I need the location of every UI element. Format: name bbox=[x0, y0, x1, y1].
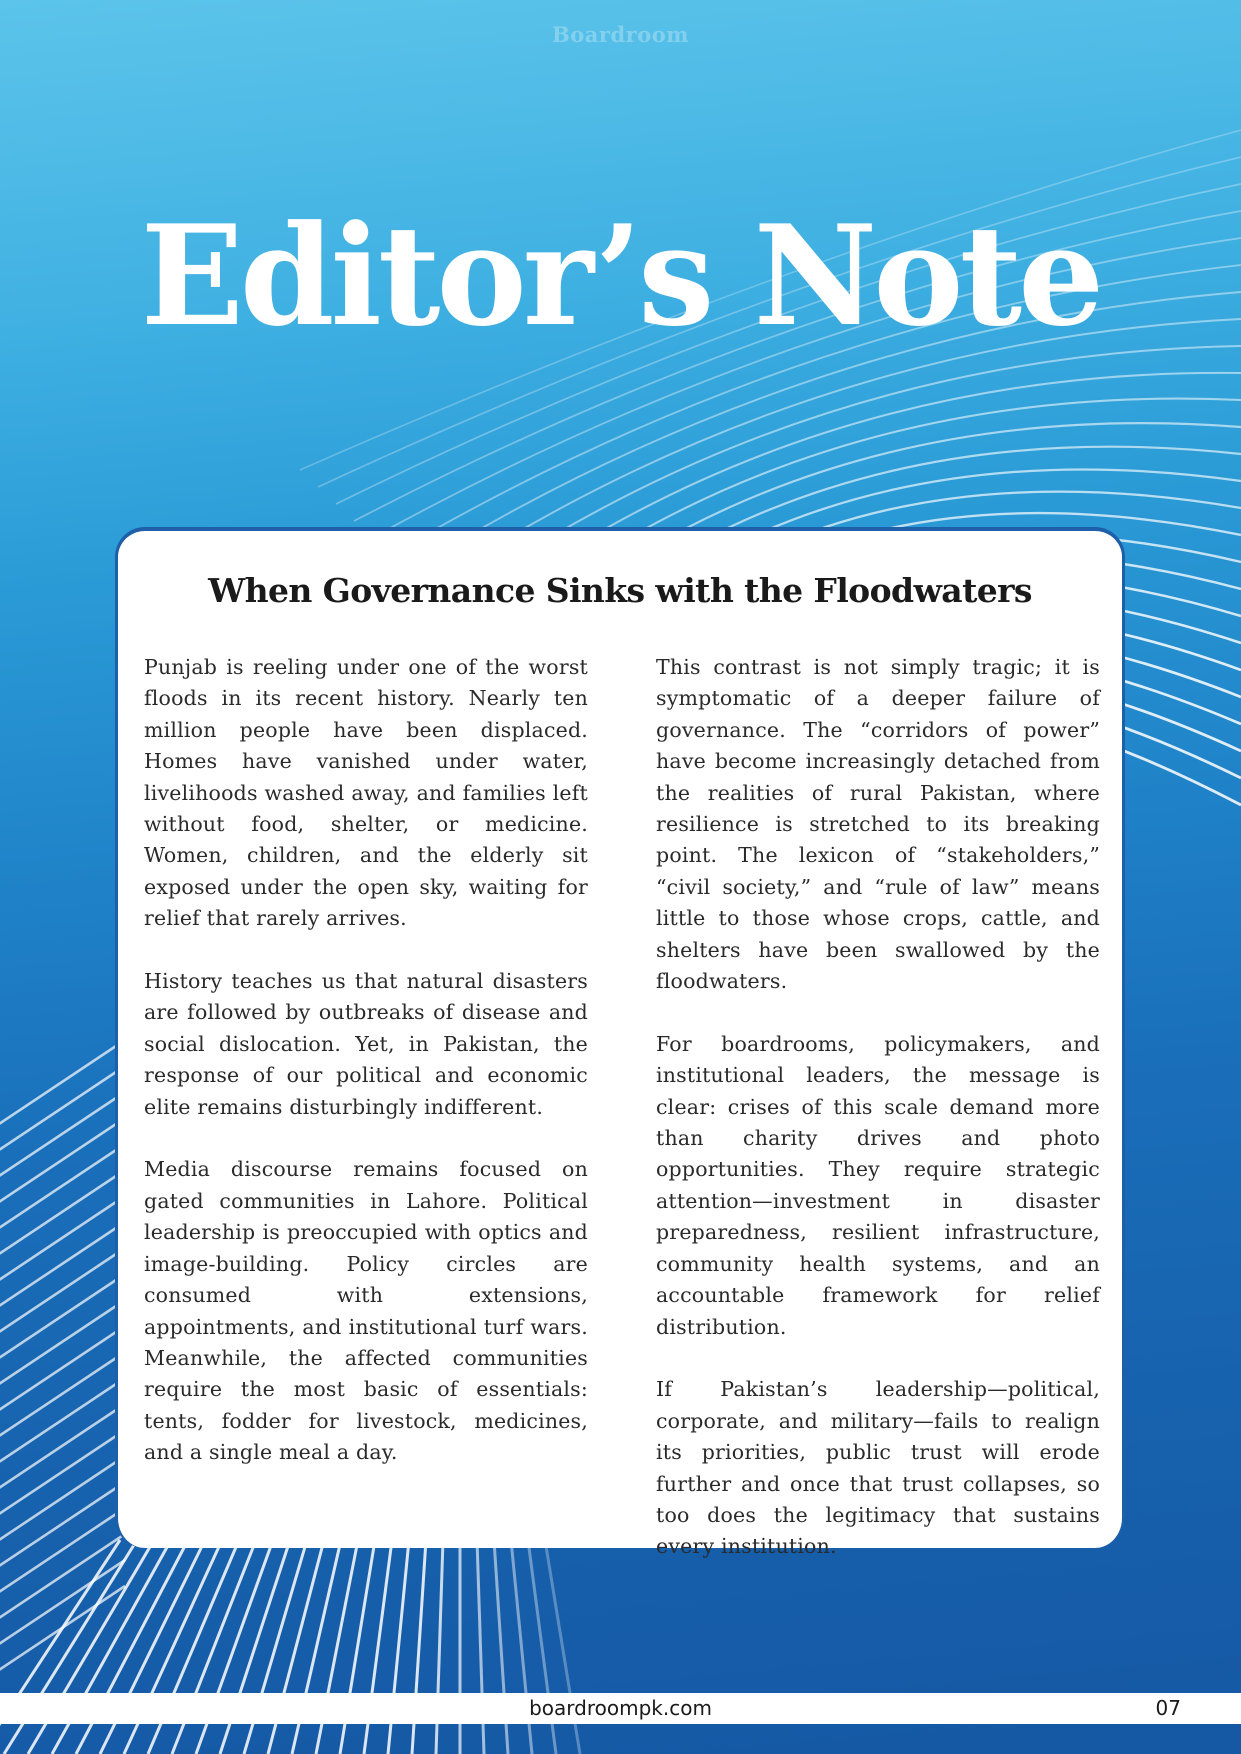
footer-bar bbox=[0, 1693, 1241, 1724]
paragraph: History teaches us that natural disasters are followed by outbreaks of disease and social dislocation. Yet, in Pakistan, the response of our political and economic elite remains disturbingly indifferent. bbox=[144, 969, 588, 1119]
paragraph: For boardrooms, policymakers, and institutional leaders, the message is clear: crises of this scale demand more than charity drives and photo opportunities. They require strategic attention—investment in disaster preparedness, resilient infrastructure, community health systems, and an accountable framework for relief distribution. bbox=[656, 1031, 1100, 1339]
background-streak bbox=[0, 1040, 125, 1130]
article-right-column bbox=[656, 652, 1100, 1594]
article-card bbox=[115, 527, 1125, 1559]
paragraph: If Pakistan’s leadership—political, corporate, and military—fails to realign its priorities, public trust will erode further and once that trust collapses, so too does the legitimacy that sustains every institution. bbox=[656, 1377, 1100, 1559]
footer-website-link[interactable]: boardroompk.com bbox=[529, 1696, 712, 1720]
masthead-watermark: Boardroom bbox=[552, 22, 689, 47]
page-number: 07 bbox=[1155, 1696, 1181, 1720]
article-left-column bbox=[144, 652, 588, 1500]
paragraph: Punjab is reeling under one of the worst floods in its recent history. Nearly ten million people have been displaced. Homes have vanished under water, livelihoods washed away, and families left without food, shelter, or medicine. Women, children, and the elderly sit exposed under the open sky, waiting for relief that rarely arrives. bbox=[144, 655, 588, 931]
article-heading: When Governance Sinks with the Floodwaters bbox=[208, 571, 1032, 610]
paragraph: Media discourse remains focused on gated communities in Lahore. Political leadership is preoccupied with optics and image-building. Policy circles are consumed with extensions, appointments, and institutional turf wars. Meanwhile, the affected communities require the most basic of essentials: tents, fodder for livestock, medicines, and a single meal a day. bbox=[144, 1157, 588, 1465]
paragraph: This contrast is not simply tragic; it is symptomatic of a deeper failure of governance. The “corridors of power” have become increasingly detached from the realities of rural Pakistan, where resilience is stretched to its breaking point. The lexicon of “stakeholders,” “civil society,” and “rule of law” means little to those whose crops, cattle, and shelters have been swallowed by the floodwaters. bbox=[656, 655, 1100, 994]
page-title: Editor’s Note bbox=[140, 194, 1101, 357]
